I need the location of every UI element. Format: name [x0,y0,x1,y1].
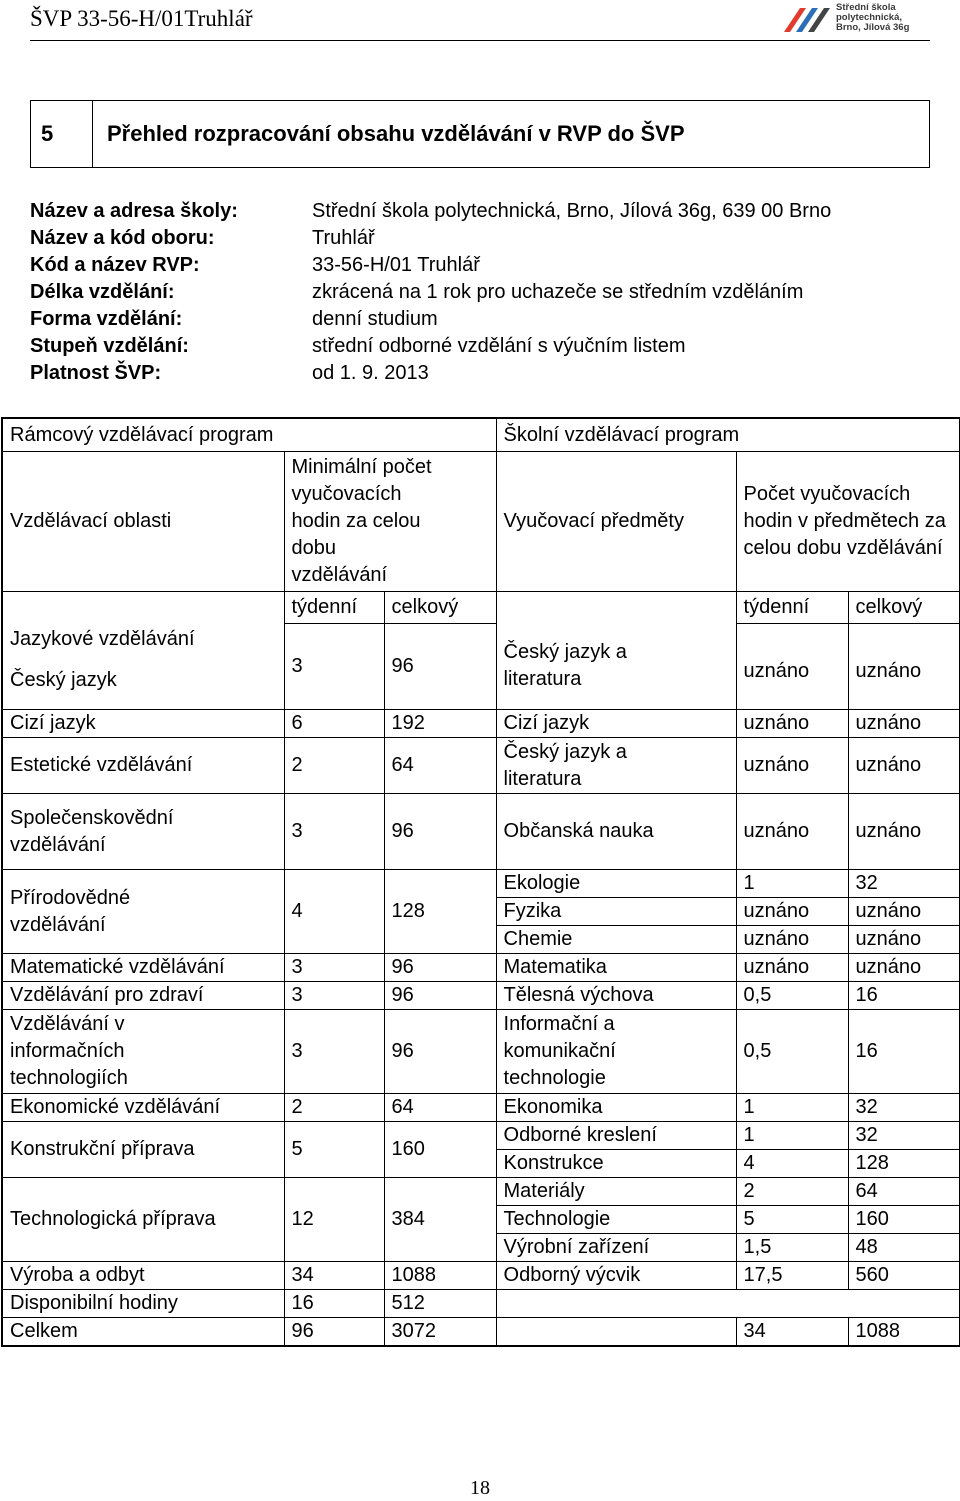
table-row: Estetické vzdělávání 2 64 Český jazyk a literatura uznáno uznáno [2,738,960,794]
table-row: Přírodovědné vzdělávání 4 128 Ekologie 1 32 [2,870,960,898]
table-row: Výroba a odbyt 34 1088 Odborný výcvik 17,5 560 [2,1262,960,1290]
document-header-title: ŠVP 33-56-H/01Truhlář [30,6,253,31]
table-row: Jazykové vzdělávání Český jazyk 3 96 Český jazyk a literatura uznáno uznáno [2,624,960,710]
info-row: Stupeň vzdělání: střední odborné vzdělání s výučním listem [30,335,686,357]
info-row: Název a kód oboru: Truhlář [30,227,375,249]
table-row: Společenskovědní vzdělávání 3 96 Občanská nauka uznáno uznáno [2,794,960,870]
table-row: Chemie uznáno uznáno [2,926,960,954]
curriculum-table [1,417,960,1347]
school-logo-icon [780,2,832,36]
table-row: Technologická příprava 12 384 Materiály 2 64 [2,1178,960,1206]
chapter-heading [30,100,930,168]
total-header: celkový [384,592,496,624]
col-min-hours-header: Minimální počet vyučovacích hodin za celou dobu vzdělávání [284,452,496,592]
table-row: Disponibilní hodiny 16 512 [2,1290,960,1318]
table-header-row [2,418,960,452]
weekly-header: týdenní [736,592,848,624]
info-row: Název a adresa školy: Střední škola polytechnická, Brno, Jílová 36g, 639 00 Brno [30,200,832,222]
school-info [30,198,950,387]
info-row: Délka vzdělání: zkrácená na 1 rok pro uchazeče se středním vzděláním [30,281,804,303]
table-header-row [2,452,960,592]
col-subject-hours-header: Počet vyučovacích hodin v předmětech za celou dobu vzdělávání [736,452,960,592]
page-number: 18 [470,1477,490,1499]
area-cell: Jazykové vzdělávání Český jazyk [2,624,284,710]
table-row: Cizí jazyk 6 192 Cizí jazyk uznáno uznáno [2,710,960,738]
weekly-header: týdenní [284,592,384,624]
info-row: Kód a název RVP: 33-56-H/01 Truhlář [30,254,480,276]
table-row: Celkem 96 3072 34 1088 [2,1318,960,1347]
table-row: Fyzika uznáno uznáno [2,898,960,926]
logo-text: Střední škola polytechnická, Brno, Jílová 36g [836,2,910,33]
svp-header: Školní vzdělávací program [496,418,960,452]
table-row: Vzdělávání pro zdraví 3 96 Tělesná výchova 0,5 16 [2,982,960,1010]
info-row: Platnost ŠVP: od 1. 9. 2013 [30,362,429,384]
table-row: Technologie 5 160 [2,1206,960,1234]
table-row: Výrobní zařízení 1,5 48 [2,1234,960,1262]
school-logo [780,2,950,38]
col-subjects-header: Vyučovací předměty [496,452,736,592]
rvp-header: Rámcový vzdělávací program [2,418,496,452]
chapter-title: Přehled rozpracování obsahu vzdělávání v RVP do ŠVP [107,121,685,146]
table-row: Konstrukce 4 128 [2,1150,960,1178]
info-row: Forma vzdělání: denní studium [30,308,438,330]
table-row: Matematické vzdělávání 3 96 Matematika uznáno uznáno [2,954,960,982]
table-row: Vzdělávání v informačních technologiích 3 96 Informační a komunikační technologie 0,5 16 [2,1010,960,1094]
table-row: Ekonomické vzdělávání 2 64 Ekonomika 1 32 [2,1094,960,1122]
table-row: Konstrukční příprava 5 160 Odborné kreslení 1 32 [2,1122,960,1150]
total-header: celkový [848,592,960,624]
col-area-header: Vzdělávací oblasti [2,452,284,592]
table-header-row [2,592,960,624]
header-divider [30,40,930,41]
chapter-number: 5 [31,101,93,167]
